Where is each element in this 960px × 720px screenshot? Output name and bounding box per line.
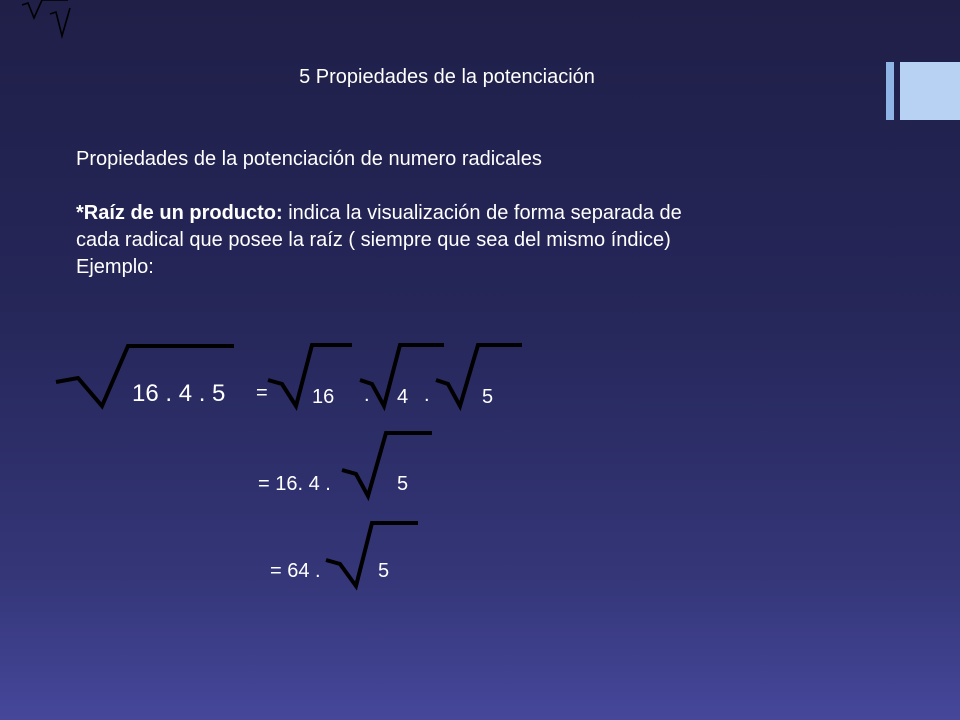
step-3-prefix: = 64 . [270, 560, 321, 582]
example-label: Ejemplo: [76, 256, 154, 278]
sqrt-symbol-icon [20, 0, 70, 40]
radical-sign-icon [342, 430, 434, 498]
subtitle: Propiedades de la potenciación de numero radicales [76, 148, 542, 170]
slide-body [76, 146, 716, 281]
dot-operator: . [424, 384, 430, 406]
radicand-5: 5 [378, 560, 390, 582]
radicand-5: 5 [397, 473, 409, 495]
radicand-4: 4 [397, 386, 409, 408]
radicand-5: 5 [482, 386, 494, 408]
property-description: indica la visualización de forma separada de cada radical que posee la raíz ( siempre que sea del mismo índice) [76, 202, 682, 251]
radical-sign-icon [436, 342, 526, 408]
radicand-product: 16 . 4 . 5 [132, 380, 226, 407]
radical-sign-icon [268, 342, 354, 408]
radical-sign-icon [326, 520, 420, 588]
step-2-prefix: = 16. 4 . [258, 473, 331, 495]
property-paragraph [76, 200, 716, 254]
slide-title: 5 Propiedades de la potenciación [299, 66, 595, 88]
accent-bar-wide [900, 62, 960, 120]
property-name: *Raíz de un producto: [76, 202, 283, 224]
dot-operator: . [364, 384, 370, 406]
radicand-16: 16 [312, 386, 335, 408]
equals-sign: = [256, 382, 268, 404]
